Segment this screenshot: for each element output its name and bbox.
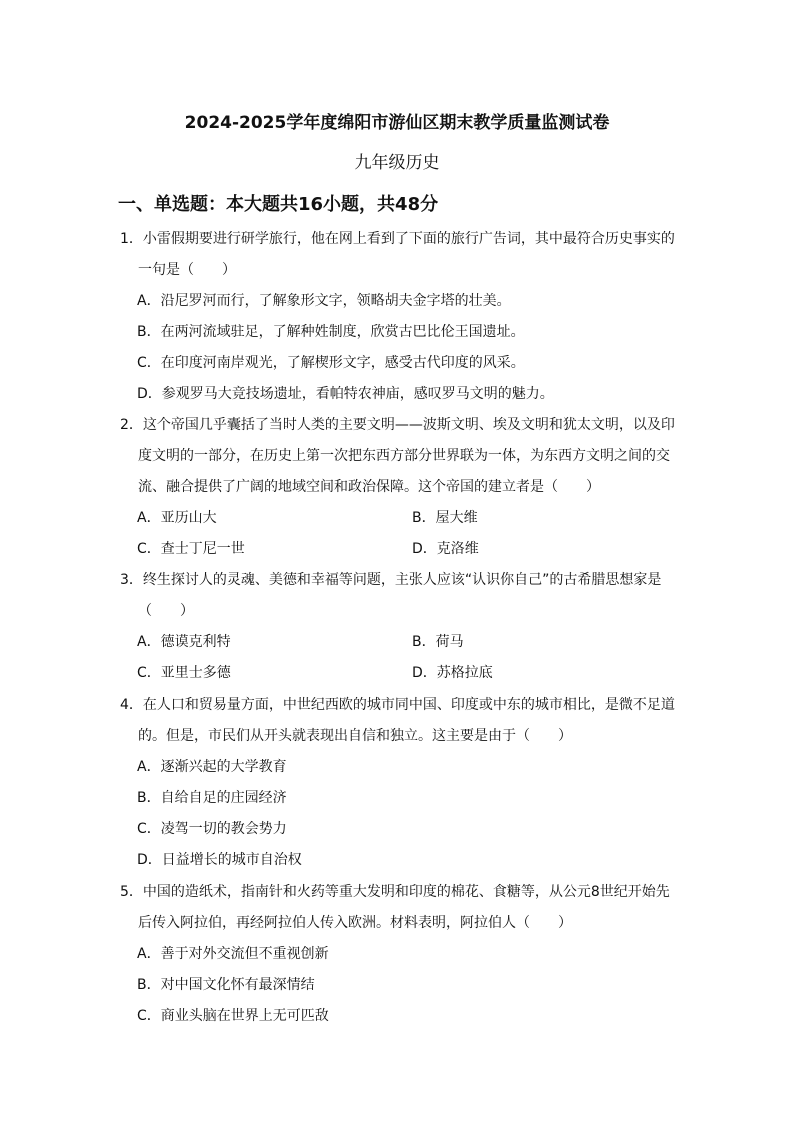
exam-subtitle: 九年级历史 bbox=[354, 153, 440, 173]
question-1-option-b[interactable]: B．在两河流域驻足，了解种姓制度，欣赏古巴比伦王国遗址。 bbox=[137, 324, 525, 340]
question-3-option-c[interactable]: C．亚里士多德 bbox=[137, 665, 231, 681]
question-1-line-2: 一句是（ ） bbox=[138, 262, 236, 278]
question-2-line-3: 流、融合提供了广阔的地域空间和政治保障。这个帝国的建立者是（ ） bbox=[138, 479, 600, 495]
question-3-option-d[interactable]: D．苏格拉底 bbox=[412, 665, 493, 681]
question-5-line-1: 5．中国的造纸术，指南针和火药等重大发明和印度的棉花、食糖等，从公元8世纪开始先 bbox=[120, 884, 670, 900]
question-4-option-a[interactable]: A．逐渐兴起的大学教育 bbox=[137, 759, 287, 775]
question-2-option-a[interactable]: A．亚历山大 bbox=[137, 510, 217, 526]
question-2-option-b[interactable]: B．屋大维 bbox=[412, 510, 478, 526]
question-1-option-c[interactable]: C．在印度河南岸观光，了解楔形文字，感受古代印度的风采。 bbox=[137, 355, 525, 371]
question-4-option-d[interactable]: D．日益增长的城市自治权 bbox=[137, 852, 302, 868]
question-1-line-1: 1．小雷假期要进行研学旅行，他在网上看到了下面的旅行广告词，其中最符合历史事实的 bbox=[120, 231, 675, 247]
exam-title: 2024-2025学年度绵阳市游仙区期末教学质量监测试卷 bbox=[184, 113, 610, 133]
question-5-option-c[interactable]: C．商业头脑在世界上无可匹敌 bbox=[137, 1008, 329, 1024]
question-3-option-b[interactable]: B．荷马 bbox=[412, 634, 464, 650]
question-3-line-1: 3．终生探讨人的灵魂、美德和幸福等问题，主张人应该“认识你自己”的古希腊思想家是 bbox=[120, 572, 662, 588]
question-1-option-a[interactable]: A．沿尼罗河而行，了解象形文字，领略胡夫金字塔的壮美。 bbox=[137, 293, 511, 309]
question-2-line-2: 度文明的一部分，在历史上第一次把东西方部分世界联为一体，为东西方文明之间的交 bbox=[138, 448, 670, 464]
question-2-option-d[interactable]: D．克洛维 bbox=[412, 541, 479, 557]
question-4-line-1: 4．在人口和贸易量方面，中世纪西欧的城市同中国、印度或中东的城市相比，是微不足道 bbox=[120, 697, 675, 713]
question-5-option-a[interactable]: A．善于对外交流但不重视创新 bbox=[137, 946, 329, 962]
question-4-option-c[interactable]: C．凌驾一切的教会势力 bbox=[137, 821, 287, 837]
question-3-stem bbox=[120, 565, 680, 627]
question-1-option-d[interactable]: D．参观罗马大竞技场遗址，看帕特农神庙，感叹罗马文明的魅力。 bbox=[137, 386, 554, 402]
question-2-stem bbox=[120, 410, 680, 503]
question-3-line-2: （ ） bbox=[138, 603, 194, 619]
question-1-stem bbox=[120, 224, 680, 286]
question-4-line-2: 的。但是，市民们从开头就表现出自信和独立。这主要是由于（ ） bbox=[138, 728, 572, 744]
question-5-option-b[interactable]: B．对中国文化怀有最深情结 bbox=[137, 977, 315, 993]
question-2-line-1: 2．这个帝国几乎囊括了当时人类的主要文明——波斯文明、埃及文明和犹太文明，以及印 bbox=[120, 417, 675, 433]
question-5-stem bbox=[120, 877, 680, 939]
section-heading: 一、单选题：本大题共16小题，共48分 bbox=[118, 194, 439, 215]
question-4-stem bbox=[120, 690, 680, 752]
question-4-option-b[interactable]: B．自给自足的庄园经济 bbox=[137, 790, 287, 806]
question-3-option-a[interactable]: A．德谟克利特 bbox=[137, 634, 231, 650]
question-5-line-2: 后传入阿拉伯，再经阿拉伯人传入欧洲。材料表明，阿拉伯人（ ） bbox=[138, 915, 572, 931]
question-2-option-c[interactable]: C．查士丁尼一世 bbox=[137, 541, 245, 557]
